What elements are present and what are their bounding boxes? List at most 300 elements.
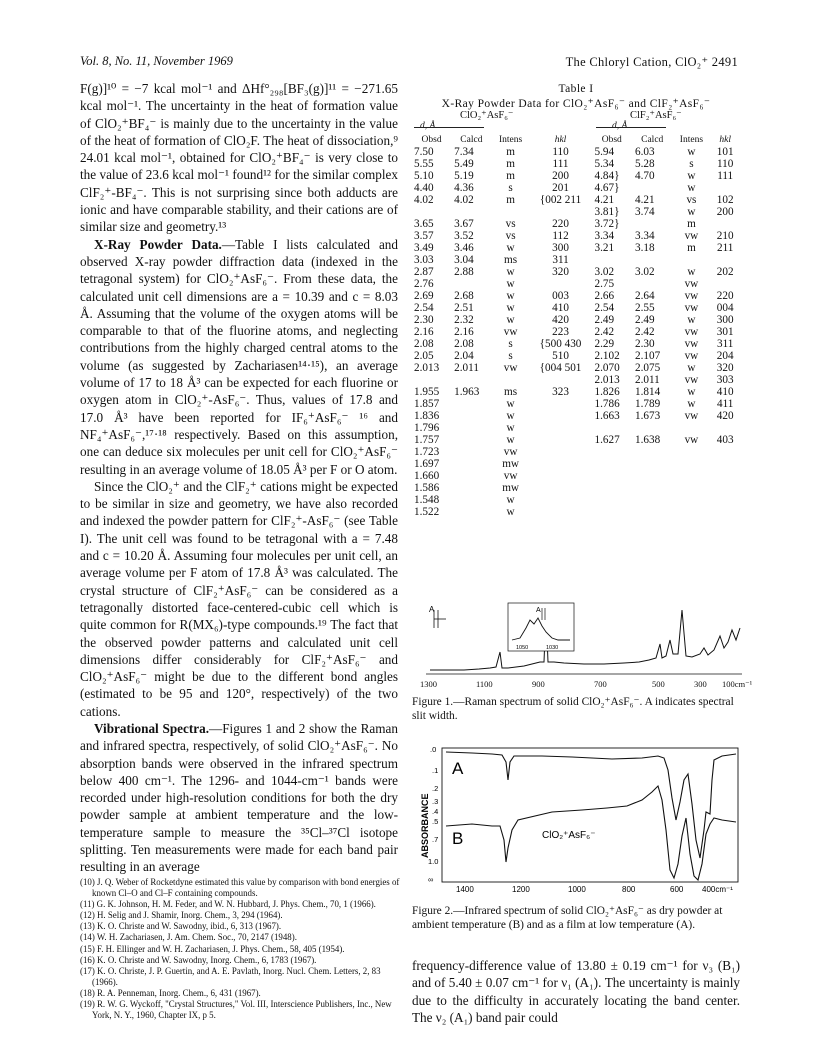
column-header: Obsd: [601, 135, 622, 145]
table-cell: {500 430: [539, 338, 582, 350]
section-heading: Vibrational Spectra.: [94, 720, 210, 736]
table-row: [412, 506, 740, 518]
column-header: hkl: [719, 135, 731, 145]
left-column: [80, 80, 398, 876]
table-cell: {004 501: [539, 362, 582, 374]
table-cell: 3.02: [594, 266, 615, 278]
footnote: (13) K. O. Christe and W. Sawodny, ibid., 6, 313 (1967).: [80, 921, 282, 932]
table-cell: [632, 458, 672, 470]
table-cell: 4.70: [634, 170, 655, 182]
tick-label: 300: [694, 679, 707, 689]
table-cell: 411: [717, 398, 734, 410]
table-cell: 3.67: [454, 218, 474, 230]
table-cell: [451, 422, 491, 434]
table-cell: 1.627: [594, 434, 620, 446]
table-cell: 3.02: [634, 266, 655, 278]
table-row: [412, 374, 740, 386]
table-cell: 2.05: [414, 350, 434, 362]
table-cell: 7.50: [414, 146, 434, 158]
column-header: Obsd: [421, 135, 442, 145]
table-cell: [632, 506, 672, 518]
table-cell: 3.57: [414, 230, 434, 242]
table-cell: 2.102: [594, 350, 620, 362]
table-cell: [451, 470, 491, 482]
table-cell: 4.84}: [594, 170, 620, 182]
table-cell: w: [506, 434, 515, 446]
table-cell: 6.03: [634, 146, 655, 158]
table-row: [412, 194, 740, 206]
table-cell: 1.660: [414, 470, 440, 482]
table-cell: 3.21: [594, 242, 615, 254]
table-row: [412, 302, 740, 314]
table-row: [412, 206, 740, 218]
table-cell: ms: [504, 386, 518, 398]
table-cell: vw: [684, 350, 699, 362]
footnote: (12) H. Selig and J. Shamir, Inorg. Chem., 3, 294 (1964).: [80, 910, 283, 921]
table-cell: 2.75: [594, 278, 615, 290]
table-cell: [451, 482, 491, 494]
table-cell: 2.08: [414, 338, 434, 350]
table-cell: w: [506, 506, 515, 518]
x-tick: 400cm⁻¹: [702, 885, 733, 894]
table-cell: 2.49: [634, 314, 655, 326]
table-cell: [592, 506, 632, 518]
table-cell: s: [508, 350, 513, 362]
table-cell: 303: [716, 374, 734, 386]
table-cell: 3.18: [634, 242, 655, 254]
table-cell: [592, 254, 632, 266]
table-cell: [592, 470, 632, 482]
table-cell: 200: [716, 206, 734, 218]
table-cell: 410: [716, 386, 734, 398]
table-cell: [451, 506, 491, 518]
table-cell: 2.54: [594, 302, 615, 314]
table-cell: [530, 410, 592, 422]
table-cell: 5.55: [414, 158, 434, 170]
table-cell: w: [506, 302, 515, 314]
table-row: [412, 494, 740, 506]
table-cell: 2.16: [414, 326, 434, 338]
table-cell: 1.673: [634, 410, 661, 422]
table-cell: vw: [684, 338, 699, 350]
table-cell: 1.638: [634, 434, 661, 446]
table-row: [412, 482, 740, 494]
table-cell: 2.075: [634, 362, 661, 374]
table-cell: 1.963: [454, 386, 480, 398]
x-tick: 1200: [512, 885, 530, 894]
table-cell: 1.586: [414, 482, 440, 494]
table-cell: [672, 446, 710, 458]
table-cell: 5.10: [414, 170, 434, 182]
table-cell: 7.34: [454, 146, 474, 158]
table-row: [412, 350, 740, 362]
table-cell: s: [508, 338, 513, 350]
table-cell: 3.49: [414, 242, 434, 254]
table-cell: m: [506, 194, 515, 206]
table-cell: m: [506, 170, 515, 182]
table-cell: 211: [717, 242, 734, 254]
table-cell: [632, 470, 672, 482]
table-cell: 1.857: [414, 398, 440, 410]
footnote: (17) K. O. Christe, J. P. Guertin, and A. E. Pavlath, Inorg. Nucl. Chem. Letters, 2, 83 (1966).: [80, 965, 381, 987]
table-cell: 2.30: [634, 338, 655, 350]
footnote: (16) K. O. Christe and W. Sawodny, Inorg. Chem., 6, 1783 (1967).: [80, 954, 317, 965]
table-cell: 102: [716, 194, 734, 206]
table-cell: w: [687, 386, 696, 398]
table-cell: 220: [552, 218, 569, 230]
table-cell: 3.04: [454, 254, 474, 266]
raman-spectrum-figure: [424, 600, 744, 684]
table-cell: 311: [552, 254, 569, 266]
tick-label: 1300: [420, 679, 437, 689]
table-cell: w: [506, 410, 515, 422]
table-cell: 1.955: [414, 386, 440, 398]
table-cell: w: [687, 266, 696, 278]
table-cell: vw: [684, 410, 699, 422]
table-cell: [710, 422, 740, 434]
table-cell: 2.070: [594, 362, 620, 374]
table-cell: [530, 482, 592, 494]
table-cell: 2.42: [594, 326, 615, 338]
table-cell: 2.68: [454, 290, 474, 302]
table-row: [412, 398, 740, 410]
table-row: [412, 170, 740, 182]
paragraph: X-Ray Powder Data.—Table I lists calculated and observed X-ray powder diffraction data (indexed in the tetragonal system) for ClO₂⁺AsF₆⁻. From these data, the calculated unit cell dimensions are a = 10.39 and c = 8.03 Å. Assuming that the volume of the oxygen atoms will be comparable to that of the fluorine atoms, and neglecting contributions from the highly charged central atoms to the volume (as suggested by Zachariasen¹⁴·¹⁵), an average volume of 17 to 18 Å³ can be expected for each fluorine or oxygen atom in ClO₂⁺-AsF₆⁻. Thus, values of 17.8 and 17.0 Å³ have been reported for IF₆⁺AsF₆⁻ ¹⁶ and NF₄⁺AsF₆⁻,¹⁷·¹⁸ respectively. Based on this assumption, one can deduce six molecules per unit cell for ClO₂⁺AsF₆⁻ resulting in an average volume of 18.05 Å³ per F or O atom.: [80, 236, 398, 477]
paragraph: F(g)]¹⁰ = −7 kcal mol⁻¹ and ΔHf°₂₉₈[BF₃(g)]¹¹ = −271.65 kcal mol⁻¹. The uncertainty in the heat of formation value of ClO₂⁺BF₄⁻ is mainly due to the uncertainty in the value of the heat of formation of ClO₂F. The heat of dissociation,⁹ 24.01 kcal mol⁻¹, obtained for ClO₂⁺BF₄⁻ is very close to the value of 23.6 kcal mol⁻¹ found¹² for the similar complex ClF₂⁺-BF₄⁻. This is not surprising since both adducts are ionic and have comparable stability, and their cations are of similar size and geometry.¹³: [80, 81, 398, 235]
table-cell: [632, 182, 672, 194]
marker-a-inset: A: [536, 607, 541, 614]
inset-box: [508, 603, 574, 651]
table-cell: 220: [716, 290, 734, 302]
y-tick: ∞: [428, 875, 434, 884]
table-cell: [451, 446, 491, 458]
table-cell: [672, 458, 710, 470]
table-row: [412, 146, 740, 158]
table-cell: vs: [686, 194, 697, 206]
right-column-text: [412, 957, 740, 1026]
table-cell: 1.814: [634, 386, 661, 398]
table-cell: [492, 374, 530, 386]
table-cell: vw: [684, 230, 699, 242]
y-tick: .3: [432, 797, 439, 806]
table-cell: 110: [717, 158, 734, 170]
table-cell: [451, 398, 491, 410]
table-cell: 2.04: [454, 350, 474, 362]
table-cell: 420: [716, 410, 734, 422]
table-cell: w: [506, 398, 515, 410]
footnote: (10) J. Q. Weber of Rocketdyne estimated this value by comparison with bond energies of known Cl–O and Cl–F containing compounds.: [80, 877, 400, 899]
table-cell: w: [506, 278, 515, 290]
table-cell: [710, 482, 740, 494]
table-cell: [672, 470, 710, 482]
figure1-caption: Figure 1.—Raman spectrum of solid ClO₂⁺AsF₆⁻. A indicates spectral slit width.: [412, 696, 734, 722]
table-cell: w: [506, 494, 515, 506]
table-cell: [632, 278, 672, 290]
table-cell: vw: [503, 362, 518, 374]
table-cell: 410: [552, 302, 569, 314]
y-tick: .1: [432, 766, 439, 775]
table-cell: 2.29: [594, 338, 615, 350]
table-row: [412, 254, 740, 266]
table-cell: [592, 422, 632, 434]
y-tick: .5: [432, 817, 439, 826]
tick-label: 100cm⁻¹: [722, 679, 753, 689]
table-cell: w: [506, 422, 515, 434]
xray-table: [412, 134, 740, 518]
table-cell: 2.55: [634, 302, 655, 314]
table-cell: 112: [552, 230, 569, 242]
table-cell: 3.52: [454, 230, 474, 242]
x-tick: 1400: [456, 885, 474, 894]
divider: [414, 127, 484, 128]
footnote: (15) F. H. Ellinger and W. H. Zachariasen, J. Phys. Chem., 58, 405 (1954).: [80, 943, 345, 954]
table-row: [412, 290, 740, 302]
table-row: [412, 386, 740, 398]
paragraph: frequency-difference value of 13.80 ± 0.19 cm⁻¹ for ν₃ (B₁) and of 5.40 ± 0.07 cm⁻¹ for ν₁ (A₁). The uncertainty is mainly due to the difficulty in accurately locating the band center. The ν₂ (A₁) band pair could: [412, 958, 740, 1025]
raman-trace: [430, 610, 740, 670]
table-cell: w: [687, 182, 696, 194]
table-cell: vw: [684, 374, 699, 386]
table-cell: [710, 458, 740, 470]
table-cell: 3.03: [414, 254, 434, 266]
table-cell: [672, 506, 710, 518]
table-cell: mw: [502, 482, 519, 494]
table-cell: 2.08: [454, 338, 474, 350]
table-cell: w: [687, 206, 696, 218]
table-cell: [451, 458, 491, 470]
footnote: (11) G. K. Johnson, H. M. Feder, and W. N. Hubbard, J. Phys. Chem., 70, 1 (1966).: [80, 899, 376, 910]
y-tick: 1.0: [428, 857, 439, 866]
table-cell: [710, 278, 740, 290]
table-cell: 510: [552, 350, 569, 362]
x-tick: 800: [622, 885, 636, 894]
table-row: [412, 422, 740, 434]
table-cell: 2.107: [634, 350, 661, 362]
table-cell: [672, 422, 710, 434]
table-cell: 4.36: [454, 182, 474, 194]
table-cell: [530, 446, 592, 458]
divider: [596, 127, 666, 128]
y-tick: .0: [430, 745, 437, 754]
table-cell: [710, 494, 740, 506]
table-cell: 3.72}: [594, 218, 620, 230]
table-cell: [632, 218, 672, 230]
table-cell: w: [506, 266, 515, 278]
table-cell: 200: [552, 170, 569, 182]
table-cell: [451, 494, 491, 506]
table-cell: [710, 470, 740, 482]
trace-a: [446, 752, 736, 858]
table-cell: 111: [717, 170, 734, 182]
table-row: [412, 326, 740, 338]
table-cell: 5.49: [454, 158, 474, 170]
table-cell: vw: [684, 326, 699, 338]
tick-label: 500: [652, 679, 665, 689]
footnotes: [80, 877, 400, 1021]
table-header-row: [412, 134, 740, 146]
table-row: [412, 242, 740, 254]
table-cell: [530, 206, 592, 218]
table-cell: 5.34: [594, 158, 615, 170]
table-cell: [672, 494, 710, 506]
table-cell: [592, 446, 632, 458]
table-cell: 403: [716, 434, 734, 446]
x-ticks: [456, 885, 733, 894]
table-cell: [530, 374, 592, 386]
tick-label: 900: [532, 679, 545, 689]
column-header: Calcd: [641, 135, 664, 145]
table-cell: w: [687, 398, 696, 410]
table-cell: 2.013: [594, 374, 620, 386]
table-row: [412, 230, 740, 242]
table-cell: [492, 206, 530, 218]
d-label-left: d, Å: [420, 121, 436, 131]
table-cell: 2.88: [454, 266, 474, 278]
table-cell: [530, 470, 592, 482]
table-cell: 1.836: [414, 410, 440, 422]
table-cell: [632, 446, 672, 458]
table-cell: vw: [503, 446, 518, 458]
table-cell: [530, 398, 592, 410]
table-cell: [530, 422, 592, 434]
table-cell: 4.21: [634, 194, 655, 206]
table-cell: 1.826: [594, 386, 620, 398]
table-cell: 3.65: [414, 218, 434, 230]
table-cell: 3.34: [594, 230, 615, 242]
table-cell: 2.30: [414, 314, 434, 326]
y-axis-label: ABSORBANCE: [420, 793, 430, 858]
table-cell: 1.522: [414, 506, 440, 518]
table-cell: [710, 446, 740, 458]
table-cell: m: [687, 218, 696, 230]
table-cell: [451, 434, 491, 446]
column-header: hkl: [554, 135, 567, 145]
table-row: [412, 338, 740, 350]
table-cell: w: [687, 362, 696, 374]
figure2-caption: Figure 2.—Infrared spectrum of solid ClO₂⁺AsF₆⁻ as dry powder at ambient temperature (B) and as a film at low temperature (A).: [412, 905, 723, 931]
table-cell: [672, 482, 710, 494]
table-cell: 320: [716, 362, 734, 374]
table-cell: [710, 218, 740, 230]
table-cell: 2.87: [414, 266, 434, 278]
table-cell: [451, 278, 491, 290]
table-cell: 1.663: [594, 410, 620, 422]
paragraph: Vibrational Spectra.—Figures 1 and 2 show the Raman and infrared spectra, respectively, of solid ClO₂⁺AsF₆⁻. No absorption bands were observed in the infrared spectrum below 400 cm⁻¹. The 1296- and 1044-cm⁻¹ bands were recorded under high-resolution conditions for both the dry powder sample at ambient temperature and the low-temperature sample to measure the ³⁵Cl–³⁷Cl isotope splitting. Ten measurements were made for each band pair resulting in an average: [80, 720, 398, 875]
table-cell: 2.42: [634, 326, 655, 338]
table-cell: [632, 254, 672, 266]
table-cell: [530, 458, 592, 470]
table-row: [412, 446, 740, 458]
y-tick: .7: [432, 835, 439, 844]
column-header: Intens: [679, 135, 704, 145]
ir-spectrum-plot: [412, 740, 742, 900]
table-cell: [530, 434, 592, 446]
table-cell: s: [508, 182, 513, 194]
section-heading: X-Ray Powder Data.: [94, 236, 222, 252]
table-cell: ms: [504, 254, 518, 266]
table-cell: 2.76: [414, 278, 434, 290]
table-cell: [451, 206, 491, 218]
column-header: Intens: [498, 135, 523, 145]
table-cell: [451, 410, 491, 422]
table-cell: 2.49: [594, 314, 615, 326]
table-cell: 210: [716, 230, 734, 242]
table-cell: 2.54: [414, 302, 434, 314]
table-cell: 101: [716, 146, 734, 158]
table-cell: [530, 278, 592, 290]
y-tick: .2: [432, 784, 439, 793]
footnote: (19) R. W. G. Wyckoff, "Crystal Structures," Vol. III, Interscience Publishers, Inc., New York, N. Y., 1960, Chapter IX, p 5.: [80, 999, 392, 1021]
table-row: [412, 470, 740, 482]
table-cell: 4.67}: [594, 182, 620, 194]
table-cell: 3.46: [454, 242, 474, 254]
table-cell: [412, 206, 451, 218]
y-tick: .4: [432, 807, 439, 816]
table-cell: 111: [552, 158, 569, 170]
tick-label: 700: [594, 679, 607, 689]
slit-width-indicator: [434, 610, 446, 628]
d-label-right: d, Å: [612, 121, 628, 131]
table-cell: 420: [552, 314, 569, 326]
table-row: [412, 266, 740, 278]
x-tick: 1000: [568, 885, 586, 894]
table-cell: 320: [552, 266, 569, 278]
table-cell: m: [506, 158, 515, 170]
table-cell: 5.28: [634, 158, 655, 170]
table-row: [412, 182, 740, 194]
table-cell: 1.697: [414, 458, 440, 470]
table-cell: [451, 374, 491, 386]
table-cell: [710, 254, 740, 266]
table-cell: 1.786: [594, 398, 620, 410]
table-cell: 3.74: [634, 206, 655, 218]
table-cell: w: [687, 146, 696, 158]
table-row: [412, 278, 740, 290]
table-cell: 5.94: [594, 146, 615, 158]
table-cell: 4.02: [454, 194, 474, 206]
running-header-right: The Chloryl Cation, ClO₂⁺ 2491: [565, 55, 738, 69]
table-cell: [592, 482, 632, 494]
table-cell: 4.21: [594, 194, 615, 206]
table-cell: 2.64: [634, 290, 655, 302]
table-cell: w: [506, 242, 515, 254]
table-cell: 2.32: [454, 314, 474, 326]
table-cell: 1.796: [414, 422, 440, 434]
table-cell: 1.723: [414, 446, 440, 458]
table-row: [412, 410, 740, 422]
table-cell: 204: [716, 350, 734, 362]
marker-a: A: [429, 605, 435, 614]
trace-a-label: A: [452, 759, 464, 778]
raman-spectrum-plot: [424, 600, 744, 680]
table-cell: [632, 482, 672, 494]
footnote: (18) R. A. Penneman, Inorg. Chem., 6, 431 (1967).: [80, 987, 261, 998]
table-cell: 2.013: [414, 362, 440, 374]
table-cell: s: [689, 158, 694, 170]
table-cell: 300: [716, 314, 734, 326]
group-label-left: ClO₂⁺AsF₆⁻: [460, 110, 514, 121]
table-cell: 3.34: [634, 230, 655, 242]
table-cell: 5.19: [454, 170, 474, 182]
table-cell: 3.81}: [594, 206, 620, 218]
group-label-right: ClF₂⁺AsF₆⁻: [630, 110, 682, 121]
table-cell: 4.02: [414, 194, 434, 206]
table-row: [412, 362, 740, 374]
table-cell: vw: [503, 326, 518, 338]
table-row: [412, 314, 740, 326]
table-cell: [530, 506, 592, 518]
table-cell: w: [687, 170, 696, 182]
